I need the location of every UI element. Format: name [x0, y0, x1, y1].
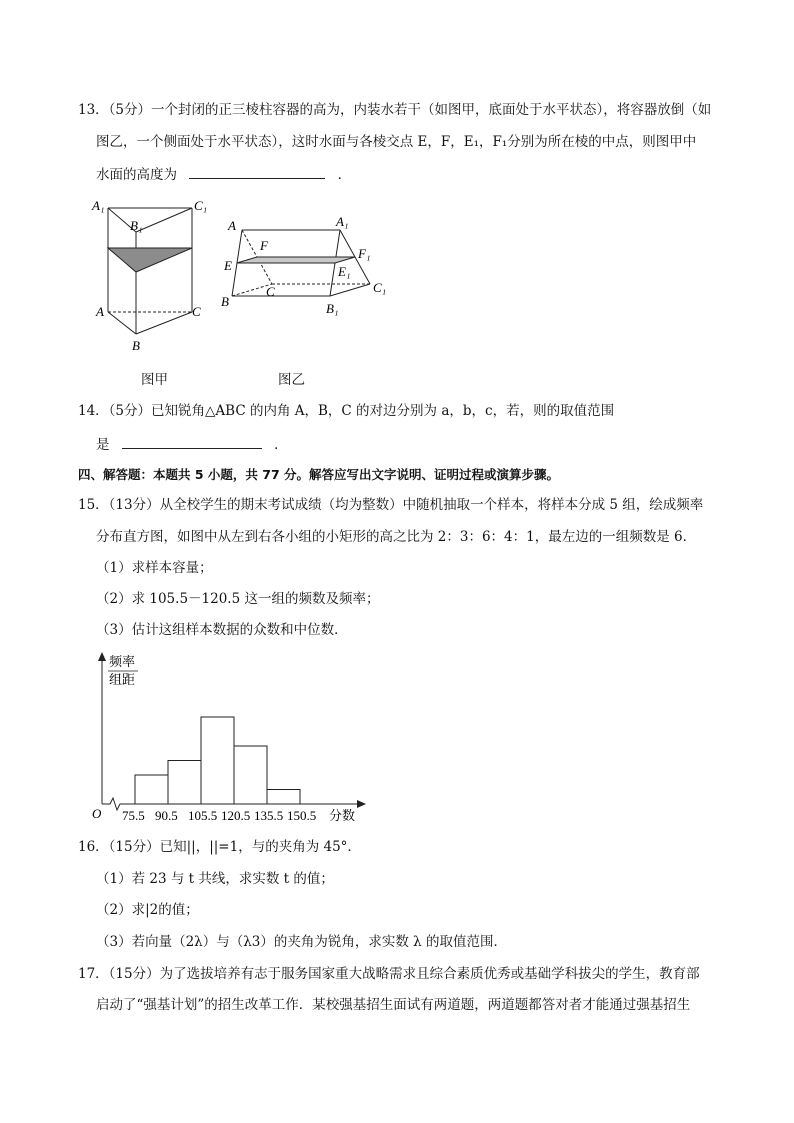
label-e: E: [224, 258, 232, 273]
label-a: A: [228, 218, 236, 233]
q14-line1: 14．（5分）已知锐角△ABC 的内角 A，B，C 的对边分别为 a，b，c，若，则的取值范围: [78, 403, 615, 419]
label-f: F: [260, 238, 268, 253]
water-surface: [108, 248, 192, 272]
q17-line2: 启动了“强基计划”的招生改革工作．某校强基招生面试有两道题，两道题都答对者才能通过强基招生: [96, 997, 691, 1013]
q13-line3-text: 水面的高度为: [96, 167, 177, 183]
x-tick-label-105.5: 105.5: [188, 808, 218, 823]
label-b: B: [132, 338, 140, 353]
q13-line3: [96, 164, 351, 184]
label-c1: C₁: [194, 198, 208, 213]
caption-yi: 图乙: [278, 372, 305, 388]
histogram-bar-120.5-135.5: [234, 746, 267, 804]
q14-line2-text: 是: [96, 437, 110, 453]
q16-sub2: （2）求|2的值；: [96, 902, 199, 918]
x-tick-label-90.5: 90.5: [155, 808, 178, 823]
water-surface-yi: [237, 257, 355, 263]
y-label-top: 频率: [109, 654, 136, 669]
q17-line1: 17．（15分）为了选拔培养有志于服务国家重大战略需求且综合素质优秀或基础学科拔尖的学生，教育部: [78, 966, 700, 982]
edge-b1c1: [136, 208, 192, 232]
label-b1: B₁: [130, 218, 143, 233]
q15-line2: 分布直方图，如图中从左到右各小组的小矩形的高之比为 2：3：6：4：1，最左边的一组频数是 6．: [96, 529, 697, 545]
q15-sub2: （2）求 105.5－120.5 这一组的频数及频率；: [96, 591, 380, 607]
label-a: A: [96, 304, 104, 319]
label-b: B: [221, 294, 229, 309]
q15-sub3: （3）估计这组样本数据的众数和中位数．: [96, 622, 348, 638]
label-e1: E₁: [338, 264, 351, 279]
q16-sub3: （3）若向量（2λ）与（λ3）的夹角为锐角，求实数 λ 的取值范围．: [96, 934, 508, 950]
histogram-bar-90.5-105.5: [168, 761, 201, 805]
label-a1: A₁: [336, 214, 349, 229]
histogram-bar-75.5-90.5: [135, 775, 168, 804]
q13-line2: 图乙，一个侧面处于水平状态），这时水面与各棱交点 E，F，E₁，F₁分别为所在棱的中点，则图甲中: [96, 134, 697, 150]
q16-line1: 16．（15分）已知||，||=1，与的夹角为 45°．: [78, 839, 361, 855]
q14-line2-end: ．: [274, 437, 288, 453]
label-f1: F₁: [358, 246, 371, 261]
answer-blank-14: [122, 434, 262, 449]
x-axis-arrow: [357, 800, 366, 808]
q15-sub1: （1）求样本容量；: [96, 560, 213, 576]
label-c: C: [266, 284, 275, 299]
label-a1: A₁: [92, 198, 105, 213]
q16-sub1: （1）若 23 与 t 共线，求实数 t 的值；: [96, 871, 334, 887]
x-tick-label-135.5: 135.5: [254, 808, 284, 823]
origin-label: O: [92, 806, 102, 821]
answer-blank-13: [189, 164, 325, 179]
x-tick-label-120.5: 120.5: [221, 808, 251, 823]
x-tick-label-75.5: 75.5: [122, 808, 145, 823]
x-axis-label: 分数: [329, 808, 356, 823]
label-c1: C₁: [373, 280, 387, 295]
y-label-bottom: 组距: [109, 672, 136, 687]
x-tick-label-150.5: 150.5: [287, 808, 317, 823]
q13-line1: 13．（5分）一个封闭的正三棱柱容器的高为，内装水若干（如图甲，底面处于水平状态），将容器放倒（如: [78, 102, 712, 118]
label-b1: B₁: [326, 301, 339, 316]
figure-yi-prism: [220, 210, 395, 320]
q15-line1: 15．（13分）从全校学生的期末考试成绩（均为整数）中随机抽取一个样本，将样本分成 5 组，绘成频率: [78, 497, 704, 513]
q14-line2: [96, 434, 288, 454]
figure-jia-prism: [88, 192, 218, 357]
q13-line3-end: ．: [337, 167, 352, 183]
frequency-histogram: [88, 650, 378, 828]
section-heading-4: 四、解答题：本题共 5 小题，共 77 分。解答应写出文字说明、证明过程或演算步骤。: [78, 467, 560, 482]
caption-jia: 图甲: [141, 372, 168, 388]
edge-bc: [136, 312, 192, 334]
histogram-bar-135.5-150.5: [267, 790, 300, 805]
histogram-bar-105.5-120.5: [201, 717, 234, 804]
edge-ab: [108, 312, 136, 334]
edge-b1c1: [330, 284, 370, 296]
label-c: C: [192, 304, 201, 319]
y-axis-arrow: [98, 652, 106, 661]
